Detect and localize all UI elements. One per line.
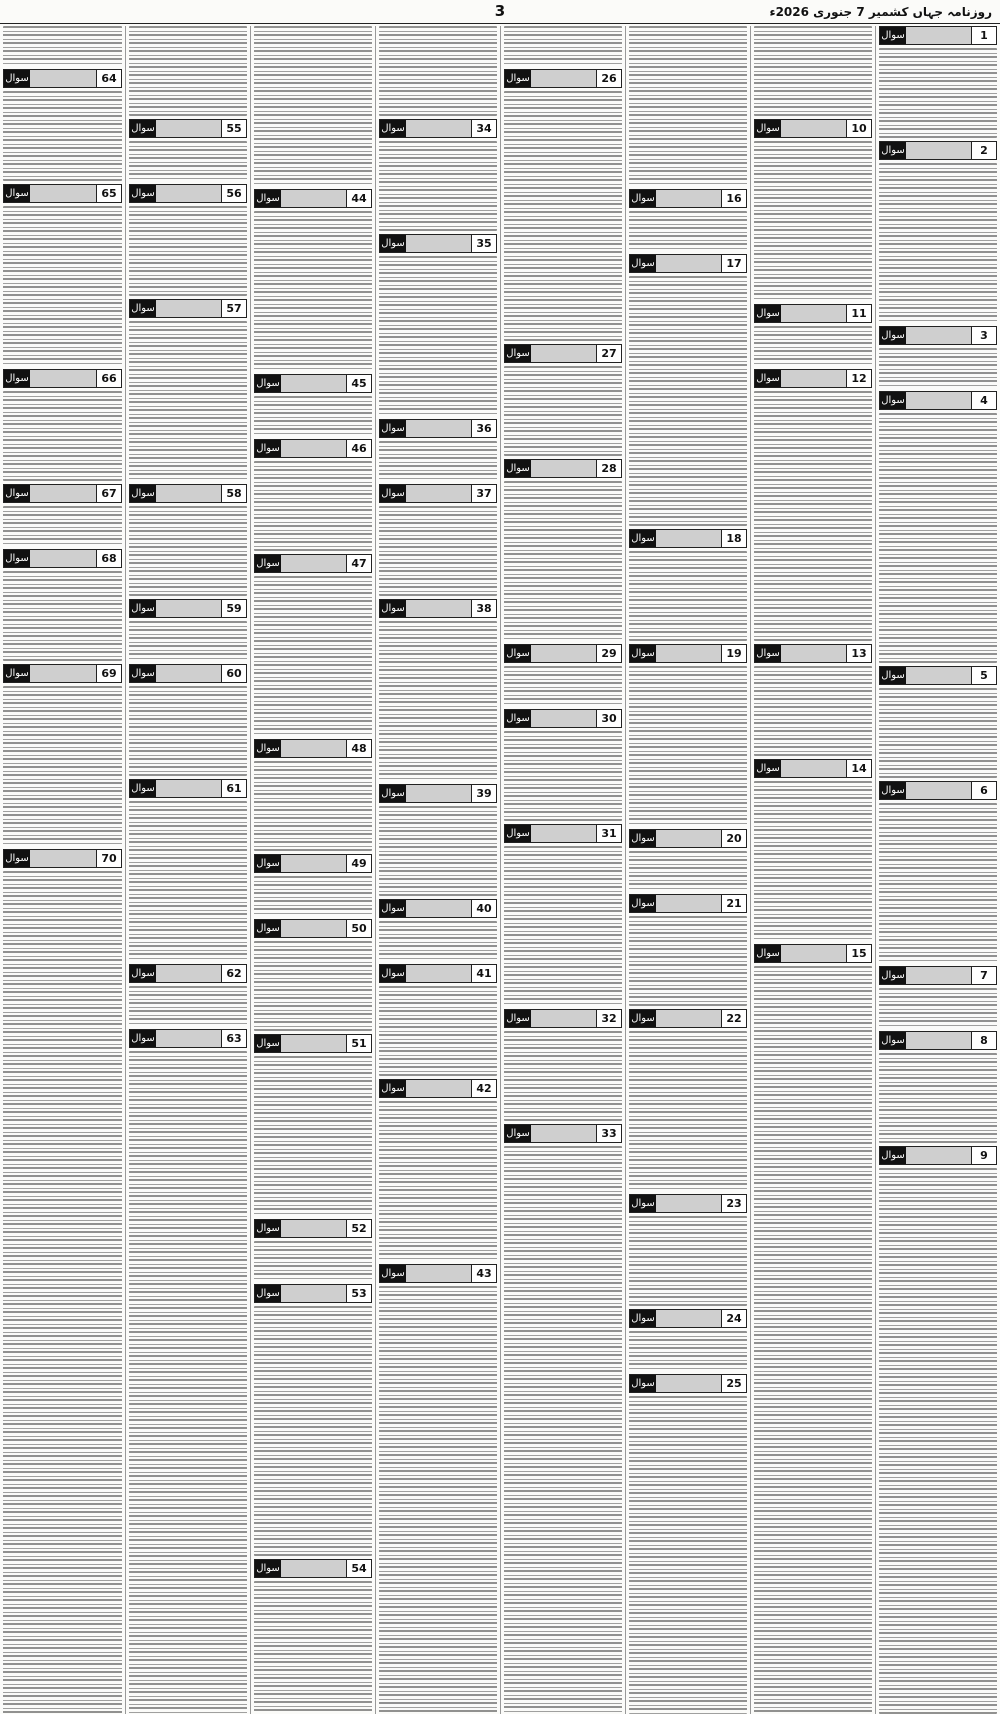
question-label: سوال (255, 1035, 281, 1052)
answer-text (504, 366, 622, 456)
question-number: 70 (96, 850, 121, 867)
question-label: سوال (755, 305, 781, 322)
question-label: سوال (880, 27, 906, 44)
question-number: 50 (346, 920, 371, 937)
question-header (254, 739, 372, 758)
question-label: سوال (380, 485, 406, 502)
question-label: سوال (255, 190, 281, 207)
question-number: 19 (721, 645, 746, 662)
question-label: سوال (755, 760, 781, 777)
question-label: سوال (380, 1265, 406, 1282)
question-header (129, 299, 247, 318)
answer-text (254, 1306, 372, 1556)
question-label: سوال (4, 665, 30, 682)
answer-text (379, 806, 497, 896)
question-header (254, 1559, 372, 1578)
question-number: 66 (96, 370, 121, 387)
question-label: سوال (630, 1310, 656, 1327)
answer-text (129, 206, 247, 296)
question-header (754, 759, 872, 778)
question-header (129, 484, 247, 503)
question-header (754, 944, 872, 963)
question-label: سوال (380, 235, 406, 252)
question-header (254, 1284, 372, 1303)
answer-text (3, 506, 122, 546)
answer-text (379, 141, 497, 231)
question-number: 39 (471, 785, 496, 802)
question-header (379, 119, 497, 138)
answer-text (629, 1031, 747, 1191)
question-number: 24 (721, 1310, 746, 1327)
question-header (254, 1219, 372, 1238)
question-header (379, 484, 497, 503)
answer-text (3, 686, 122, 846)
question-number: 36 (471, 420, 496, 437)
question-number: 58 (221, 485, 246, 502)
question-header (504, 1124, 622, 1143)
question-number: 53 (346, 1285, 371, 1302)
question-label: سوال (130, 965, 156, 982)
question-header (379, 964, 497, 983)
question-number: 64 (96, 70, 121, 87)
question-number: 15 (846, 945, 871, 962)
column-5 (375, 26, 500, 1714)
answer-text (254, 211, 372, 371)
question-label: سوال (505, 645, 531, 662)
question-label: سوال (255, 855, 281, 872)
date-line: روزنامہ جہاں کشمیر 7 جنوری 2026ء (769, 4, 992, 19)
question-header (3, 69, 122, 88)
question-header (129, 664, 247, 683)
question-header (379, 599, 497, 618)
answer-text (629, 916, 747, 1006)
question-header (129, 119, 247, 138)
question-number: 2 (971, 142, 996, 159)
question-label: سوال (255, 1220, 281, 1237)
question-number: 56 (221, 185, 246, 202)
question-number: 14 (846, 760, 871, 777)
question-number: 22 (721, 1010, 746, 1027)
question-header (379, 234, 497, 253)
question-label: سوال (255, 375, 281, 392)
answer-text (504, 1146, 622, 1714)
question-header (629, 644, 747, 663)
question-number: 61 (221, 780, 246, 797)
question-label: سوال (505, 345, 531, 362)
answer-text (254, 1056, 372, 1216)
answer-text (129, 321, 247, 481)
answer-text (254, 396, 372, 436)
question-header (379, 419, 497, 438)
question-header (879, 1146, 997, 1165)
question-header (629, 189, 747, 208)
question-header (629, 254, 747, 273)
question-label: سوال (255, 1560, 281, 1577)
question-header (504, 69, 622, 88)
question-header (3, 484, 122, 503)
question-label: سوال (380, 600, 406, 617)
answer-text (879, 688, 997, 778)
question-header (629, 1009, 747, 1028)
question-number: 49 (346, 855, 371, 872)
question-label: سوال (380, 900, 406, 917)
question-label: سوال (505, 460, 531, 477)
question-header (504, 644, 622, 663)
question-header (3, 849, 122, 868)
question-header (3, 549, 122, 568)
answer-text (3, 571, 122, 661)
question-label: سوال (880, 1147, 906, 1164)
answer-text (504, 91, 622, 341)
answer-text (129, 506, 247, 596)
question-number: 5 (971, 667, 996, 684)
question-label: سوال (4, 850, 30, 867)
question-label: سوال (255, 920, 281, 937)
question-header (379, 1264, 497, 1283)
question-number: 4 (971, 392, 996, 409)
question-header (879, 966, 997, 985)
question-label: سوال (130, 780, 156, 797)
question-label: سوال (380, 120, 406, 137)
question-header (879, 1031, 997, 1050)
question-number: 6 (971, 782, 996, 799)
answer-text (504, 481, 622, 641)
question-header (129, 964, 247, 983)
answer-text (754, 391, 872, 641)
answer-text (254, 1581, 372, 1714)
question-header (254, 554, 372, 573)
question-label: سوال (130, 185, 156, 202)
question-label: سوال (4, 550, 30, 567)
question-number: 42 (471, 1080, 496, 1097)
article-text-continued (3, 26, 122, 66)
question-header (379, 784, 497, 803)
column-6 (250, 26, 375, 1714)
question-header (129, 599, 247, 618)
question-number: 12 (846, 370, 871, 387)
article-text-continued (754, 26, 872, 116)
question-label: سوال (4, 70, 30, 87)
question-label: سوال (130, 120, 156, 137)
question-number: 37 (471, 485, 496, 502)
answer-text (504, 666, 622, 706)
question-number: 46 (346, 440, 371, 457)
question-label: سوال (630, 645, 656, 662)
answer-text (754, 966, 872, 1714)
question-label: سوال (880, 782, 906, 799)
answer-text (254, 461, 372, 551)
question-label: سوال (505, 825, 531, 842)
question-number: 34 (471, 120, 496, 137)
question-header (504, 709, 622, 728)
question-header (629, 829, 747, 848)
question-label: سوال (880, 667, 906, 684)
question-number: 55 (221, 120, 246, 137)
question-label: سوال (880, 142, 906, 159)
answer-text (879, 1168, 997, 1714)
answer-text (629, 1331, 747, 1371)
question-label: سوال (880, 327, 906, 344)
question-header (629, 529, 747, 548)
question-number: 41 (471, 965, 496, 982)
article-text-continued (254, 26, 372, 186)
question-label: سوال (380, 1080, 406, 1097)
question-header (754, 304, 872, 323)
question-number: 3 (971, 327, 996, 344)
answer-text (629, 1396, 747, 1714)
question-label: سوال (4, 185, 30, 202)
answer-text (129, 801, 247, 961)
article-text-continued (629, 26, 747, 186)
question-label: سوال (880, 967, 906, 984)
answer-text (504, 846, 622, 1006)
question-number: 28 (596, 460, 621, 477)
question-header (3, 369, 122, 388)
question-number: 31 (596, 825, 621, 842)
question-header (504, 824, 622, 843)
question-label: سوال (630, 190, 656, 207)
answer-text (879, 163, 997, 323)
question-header (879, 26, 997, 45)
question-label: سوال (755, 945, 781, 962)
answer-text (129, 1051, 247, 1714)
answer-text (379, 986, 497, 1076)
answer-text (504, 1031, 622, 1121)
question-label: سوال (505, 1010, 531, 1027)
answer-text (3, 91, 122, 181)
question-number: 17 (721, 255, 746, 272)
question-number: 54 (346, 1560, 371, 1577)
question-header (254, 374, 372, 393)
question-label: سوال (380, 420, 406, 437)
question-header (754, 119, 872, 138)
question-header (879, 141, 997, 160)
question-number: 1 (971, 27, 996, 44)
question-number: 23 (721, 1195, 746, 1212)
question-label: سوال (130, 665, 156, 682)
question-label: سوال (380, 785, 406, 802)
question-label: سوال (255, 440, 281, 457)
question-number: 65 (96, 185, 121, 202)
question-label: سوال (630, 530, 656, 547)
answer-text (3, 391, 122, 481)
question-label: سوال (4, 370, 30, 387)
question-label: سوال (755, 120, 781, 137)
question-header (504, 344, 622, 363)
question-number: 38 (471, 600, 496, 617)
answer-text (754, 326, 872, 366)
question-header (754, 369, 872, 388)
answer-text (754, 666, 872, 756)
question-number: 35 (471, 235, 496, 252)
question-label: سوال (880, 392, 906, 409)
answer-text (879, 348, 997, 388)
answer-text (879, 413, 997, 663)
question-number: 47 (346, 555, 371, 572)
question-header (3, 184, 122, 203)
answer-text (379, 256, 497, 416)
question-header (379, 899, 497, 918)
answer-text (254, 1241, 372, 1281)
question-number: 69 (96, 665, 121, 682)
question-label: سوال (255, 1285, 281, 1302)
answer-text (879, 48, 997, 138)
question-label: سوال (880, 1032, 906, 1049)
question-header (504, 459, 622, 478)
question-label: سوال (630, 255, 656, 272)
question-number: 59 (221, 600, 246, 617)
article-text-continued (504, 26, 622, 66)
answer-text (879, 1053, 997, 1143)
column-1 (875, 26, 1000, 1714)
answer-text (629, 851, 747, 891)
question-number: 57 (221, 300, 246, 317)
question-number: 52 (346, 1220, 371, 1237)
answer-text (129, 141, 247, 181)
question-header (879, 781, 997, 800)
question-number: 11 (846, 305, 871, 322)
question-header (129, 1029, 247, 1048)
masthead (0, 0, 1000, 24)
column-4 (500, 26, 625, 1714)
question-label: سوال (630, 830, 656, 847)
question-header (254, 189, 372, 208)
question-header (879, 391, 997, 410)
question-label: سوال (130, 300, 156, 317)
question-number: 51 (346, 1035, 371, 1052)
question-header (629, 1194, 747, 1213)
answer-text (629, 551, 747, 641)
answer-text (379, 1286, 497, 1714)
question-number: 63 (221, 1030, 246, 1047)
question-number: 48 (346, 740, 371, 757)
question-label: سوال (755, 645, 781, 662)
answer-text (129, 621, 247, 661)
answer-text (629, 666, 747, 826)
question-label: سوال (505, 710, 531, 727)
question-number: 25 (721, 1375, 746, 1392)
question-number: 33 (596, 1125, 621, 1142)
question-label: سوال (130, 485, 156, 502)
question-number: 44 (346, 190, 371, 207)
question-number: 30 (596, 710, 621, 727)
question-header (629, 894, 747, 913)
answer-text (379, 441, 497, 481)
question-number: 43 (471, 1265, 496, 1282)
question-header (254, 854, 372, 873)
column-7 (125, 26, 250, 1714)
answer-text (754, 141, 872, 301)
question-label: سوال (4, 485, 30, 502)
question-label: سوال (255, 555, 281, 572)
answer-text (379, 621, 497, 781)
column-3 (625, 26, 750, 1714)
question-header (129, 184, 247, 203)
question-header (504, 1009, 622, 1028)
answer-text (254, 576, 372, 736)
question-header (754, 644, 872, 663)
question-label: سوال (130, 1030, 156, 1047)
question-number: 18 (721, 530, 746, 547)
question-label: سوال (505, 70, 531, 87)
question-label: سوال (630, 1375, 656, 1392)
answer-text (504, 731, 622, 821)
answer-text (629, 276, 747, 526)
answer-text (254, 876, 372, 916)
answer-text (129, 686, 247, 776)
article-text-continued (379, 26, 497, 116)
answer-text (3, 871, 122, 1714)
question-number: 45 (346, 375, 371, 392)
answer-text (629, 1216, 747, 1306)
answer-text (379, 506, 497, 596)
answer-text (3, 206, 122, 366)
question-label: سوال (630, 1010, 656, 1027)
question-number: 8 (971, 1032, 996, 1049)
question-label: سوال (630, 895, 656, 912)
answer-text (754, 781, 872, 941)
answer-text (879, 803, 997, 963)
question-label: سوال (130, 600, 156, 617)
question-label: سوال (630, 1195, 656, 1212)
question-number: 60 (221, 665, 246, 682)
answer-text (254, 941, 372, 1031)
question-number: 29 (596, 645, 621, 662)
question-header (129, 779, 247, 798)
question-label: سوال (380, 965, 406, 982)
question-number: 7 (971, 967, 996, 984)
columns-container (0, 26, 1000, 1714)
question-label: سوال (505, 1125, 531, 1142)
question-number: 40 (471, 900, 496, 917)
answer-text (254, 761, 372, 851)
question-number: 20 (721, 830, 746, 847)
question-header (879, 326, 997, 345)
question-label: سوال (255, 740, 281, 757)
answer-text (629, 211, 747, 251)
question-number: 10 (846, 120, 871, 137)
answer-text (379, 921, 497, 961)
question-number: 26 (596, 70, 621, 87)
page-number: 3 (494, 2, 506, 20)
question-number: 62 (221, 965, 246, 982)
question-number: 67 (96, 485, 121, 502)
question-number: 16 (721, 190, 746, 207)
question-number: 21 (721, 895, 746, 912)
column-8 (0, 26, 125, 1714)
question-number: 32 (596, 1010, 621, 1027)
answer-text (379, 1101, 497, 1261)
question-header (629, 1374, 747, 1393)
question-header (629, 1309, 747, 1328)
question-header (254, 919, 372, 938)
question-header (879, 666, 997, 685)
column-2 (750, 26, 875, 1714)
answer-text (879, 988, 997, 1028)
question-number: 27 (596, 345, 621, 362)
article-text-continued (129, 26, 247, 116)
question-number: 13 (846, 645, 871, 662)
question-header (3, 664, 122, 683)
question-number: 68 (96, 550, 121, 567)
question-header (254, 439, 372, 458)
answer-text (129, 986, 247, 1026)
question-header (379, 1079, 497, 1098)
question-label: سوال (755, 370, 781, 387)
question-number: 9 (971, 1147, 996, 1164)
question-header (254, 1034, 372, 1053)
